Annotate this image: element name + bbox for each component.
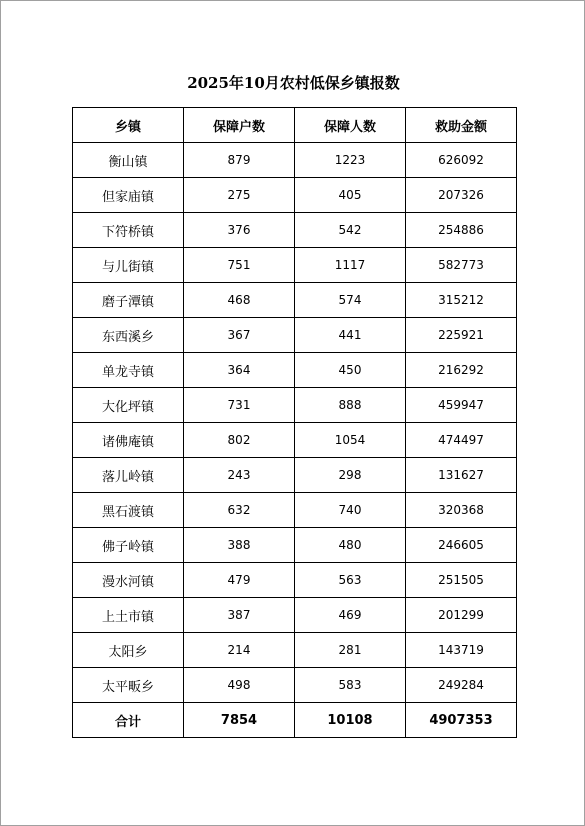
people-cell: 1117	[295, 248, 406, 283]
people-cell: 1054	[295, 423, 406, 458]
table-row	[73, 493, 517, 528]
town-cell: 太平畈乡	[73, 668, 184, 703]
town-cell: 落儿岭镇	[73, 458, 184, 493]
table-row	[73, 528, 517, 563]
amount-cell: 207326	[406, 178, 517, 213]
town-cell: 大化坪镇	[73, 388, 184, 423]
households-cell: 367	[184, 318, 295, 353]
people-cell: 405	[295, 178, 406, 213]
town-cell: 单龙寺镇	[73, 353, 184, 388]
amount-cell: 626092	[406, 143, 517, 178]
people-cell: 480	[295, 528, 406, 563]
households-cell: 214	[184, 633, 295, 668]
households-cell: 387	[184, 598, 295, 633]
amount-cell: 246605	[406, 528, 517, 563]
header-town: 乡镇	[73, 108, 184, 143]
header-households: 保障户数	[184, 108, 295, 143]
people-cell: 450	[295, 353, 406, 388]
total-label: 合计	[73, 703, 184, 738]
town-cell: 但家庙镇	[73, 178, 184, 213]
table-row	[73, 353, 517, 388]
amount-cell: 249284	[406, 668, 517, 703]
town-cell: 黑石渡镇	[73, 493, 184, 528]
households-cell: 731	[184, 388, 295, 423]
people-cell: 441	[295, 318, 406, 353]
table-row	[73, 143, 517, 178]
town-cell: 衡山镇	[73, 143, 184, 178]
town-cell: 诸佛庵镇	[73, 423, 184, 458]
report-title: 2025年10月农村低保乡镇报数	[187, 74, 400, 92]
total-row	[73, 703, 517, 738]
amount-cell: 251505	[406, 563, 517, 598]
table-row	[73, 213, 517, 248]
table-row	[73, 633, 517, 668]
households-cell: 275	[184, 178, 295, 213]
households-cell: 468	[184, 283, 295, 318]
people-cell: 1223	[295, 143, 406, 178]
households-cell: 879	[184, 143, 295, 178]
amount-cell: 320368	[406, 493, 517, 528]
town-cell: 上土市镇	[73, 598, 184, 633]
table-row	[73, 388, 517, 423]
table-row	[73, 248, 517, 283]
people-cell: 469	[295, 598, 406, 633]
header-row	[73, 108, 517, 143]
people-cell: 574	[295, 283, 406, 318]
table-row	[73, 178, 517, 213]
amount-cell: 201299	[406, 598, 517, 633]
households-cell: 243	[184, 458, 295, 493]
total-amount: 4907353	[406, 703, 517, 738]
table-row	[73, 458, 517, 493]
households-cell: 376	[184, 213, 295, 248]
town-cell: 磨子潭镇	[73, 283, 184, 318]
table-row	[73, 283, 517, 318]
households-cell: 802	[184, 423, 295, 458]
header-people: 保障人数	[295, 108, 406, 143]
table-row	[73, 563, 517, 598]
table-row	[73, 423, 517, 458]
amount-cell: 582773	[406, 248, 517, 283]
table-row	[73, 598, 517, 633]
amount-cell: 131627	[406, 458, 517, 493]
households-cell: 364	[184, 353, 295, 388]
town-cell: 与儿街镇	[73, 248, 184, 283]
people-cell: 583	[295, 668, 406, 703]
amount-cell: 216292	[406, 353, 517, 388]
amount-cell: 315212	[406, 283, 517, 318]
town-cell: 下符桥镇	[73, 213, 184, 248]
households-cell: 632	[184, 493, 295, 528]
households-cell: 751	[184, 248, 295, 283]
town-cell: 太阳乡	[73, 633, 184, 668]
report-table	[72, 107, 517, 738]
town-cell: 佛子岭镇	[73, 528, 184, 563]
people-cell: 298	[295, 458, 406, 493]
header-amount: 救助金额	[406, 108, 517, 143]
amount-cell: 225921	[406, 318, 517, 353]
households-cell: 388	[184, 528, 295, 563]
people-cell: 281	[295, 633, 406, 668]
town-cell: 东西溪乡	[73, 318, 184, 353]
table-row	[73, 668, 517, 703]
amount-cell: 459947	[406, 388, 517, 423]
amount-cell: 143719	[406, 633, 517, 668]
total-people: 10108	[295, 703, 406, 738]
table-body	[73, 143, 517, 703]
total-households: 7854	[184, 703, 295, 738]
town-cell: 漫水河镇	[73, 563, 184, 598]
people-cell: 740	[295, 493, 406, 528]
table-row	[73, 318, 517, 353]
people-cell: 563	[295, 563, 406, 598]
households-cell: 479	[184, 563, 295, 598]
people-cell: 542	[295, 213, 406, 248]
amount-cell: 474497	[406, 423, 517, 458]
amount-cell: 254886	[406, 213, 517, 248]
households-cell: 498	[184, 668, 295, 703]
people-cell: 888	[295, 388, 406, 423]
